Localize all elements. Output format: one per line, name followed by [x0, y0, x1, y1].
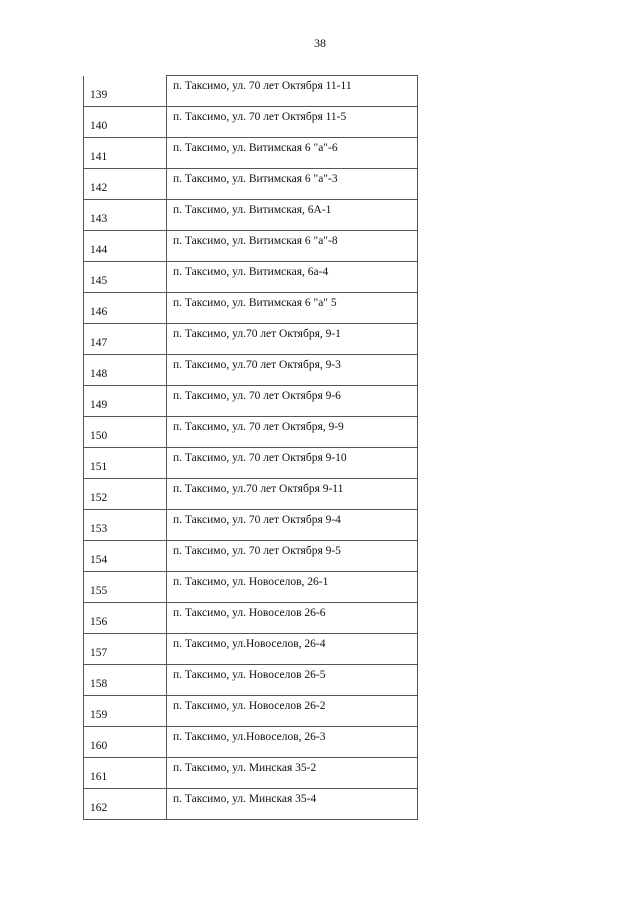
row-number: 156 — [84, 603, 167, 634]
row-number: 149 — [84, 386, 167, 417]
row-number: 162 — [84, 789, 167, 820]
row-address: п. Таксимо, ул.70 лет Октября 9-11 — [167, 479, 418, 510]
row-number: 140 — [84, 107, 167, 138]
row-number: 161 — [84, 758, 167, 789]
row-number: 151 — [84, 448, 167, 479]
row-address: п. Таксимо, ул.70 лет Октября, 9-3 — [167, 355, 418, 386]
table-row — [84, 138, 418, 169]
row-number: 154 — [84, 541, 167, 572]
row-address: п. Таксимо, ул. 70 лет Октября 9-10 — [167, 448, 418, 479]
table-row — [84, 634, 418, 665]
row-address: п. Таксимо, ул. Новоселов, 26-1 — [167, 572, 418, 603]
table-row — [84, 417, 418, 448]
row-address: п. Таксимо, ул. 70 лет Октября 11-5 — [167, 107, 418, 138]
table-row — [84, 758, 418, 789]
row-number: 139 — [84, 76, 167, 107]
table-row — [84, 479, 418, 510]
table-row — [84, 107, 418, 138]
table-row — [84, 293, 418, 324]
table-row — [84, 541, 418, 572]
row-address: п. Таксимо, ул. 70 лет Октября 9-4 — [167, 510, 418, 541]
table-row — [84, 603, 418, 634]
table-body — [84, 76, 418, 820]
table-row — [84, 448, 418, 479]
row-number: 150 — [84, 417, 167, 448]
row-address: п. Таксимо, ул. Новоселов 26-6 — [167, 603, 418, 634]
row-address: п. Таксимо, ул.Новоселов, 26-4 — [167, 634, 418, 665]
row-number: 152 — [84, 479, 167, 510]
row-address: п. Таксимо, ул. Минская 35-2 — [167, 758, 418, 789]
row-number: 148 — [84, 355, 167, 386]
row-address: п. Таксимо, ул. Минская 35-4 — [167, 789, 418, 820]
table-row — [84, 231, 418, 262]
row-number: 145 — [84, 262, 167, 293]
row-address: п. Таксимо, ул. Новоселов 26-2 — [167, 696, 418, 727]
row-number: 144 — [84, 231, 167, 262]
row-number: 157 — [84, 634, 167, 665]
row-number: 143 — [84, 200, 167, 231]
row-number: 155 — [84, 572, 167, 603]
row-address: п. Таксимо, ул. 70 лет Октября, 9-9 — [167, 417, 418, 448]
row-address: п. Таксимо, ул. 70 лет Октября 9-6 — [167, 386, 418, 417]
row-address: п. Таксимо, ул. Витимская, 6а-4 — [167, 262, 418, 293]
row-number: 160 — [84, 727, 167, 758]
row-address: п. Таксимо, ул. Витимская 6 "а"-8 — [167, 231, 418, 262]
row-number: 147 — [84, 324, 167, 355]
table-row — [84, 665, 418, 696]
row-number: 146 — [84, 293, 167, 324]
row-address: п. Таксимо, ул. Витимская 6 "а"-6 — [167, 138, 418, 169]
row-address: п. Таксимо, ул. Витимская 6 "а"-3 — [167, 169, 418, 200]
address-table — [83, 75, 418, 820]
table-row — [84, 76, 418, 107]
page-number: 38 — [314, 36, 326, 50]
row-address: п. Таксимо, ул. Новоселов 26-5 — [167, 665, 418, 696]
row-number: 153 — [84, 510, 167, 541]
row-number: 159 — [84, 696, 167, 727]
row-address: п. Таксимо, ул. 70 лет Октября 9-5 — [167, 541, 418, 572]
row-address: п. Таксимо, ул. 70 лет Октября 11-11 — [167, 76, 418, 107]
table-row — [84, 727, 418, 758]
table-row — [84, 169, 418, 200]
row-address: п. Таксимо, ул.70 лет Октября, 9-1 — [167, 324, 418, 355]
table-row — [84, 200, 418, 231]
row-number: 141 — [84, 138, 167, 169]
row-address: п. Таксимо, ул.Новоселов, 26-3 — [167, 727, 418, 758]
row-number: 142 — [84, 169, 167, 200]
table-row — [84, 355, 418, 386]
table-row — [84, 386, 418, 417]
table-row — [84, 324, 418, 355]
row-address: п. Таксимо, ул. Витимская, 6А-1 — [167, 200, 418, 231]
table-row — [84, 789, 418, 820]
table-row — [84, 572, 418, 603]
row-address: п. Таксимо, ул. Витимская 6 "а" 5 — [167, 293, 418, 324]
table-row — [84, 510, 418, 541]
table-row — [84, 262, 418, 293]
row-number: 158 — [84, 665, 167, 696]
table-row — [84, 696, 418, 727]
